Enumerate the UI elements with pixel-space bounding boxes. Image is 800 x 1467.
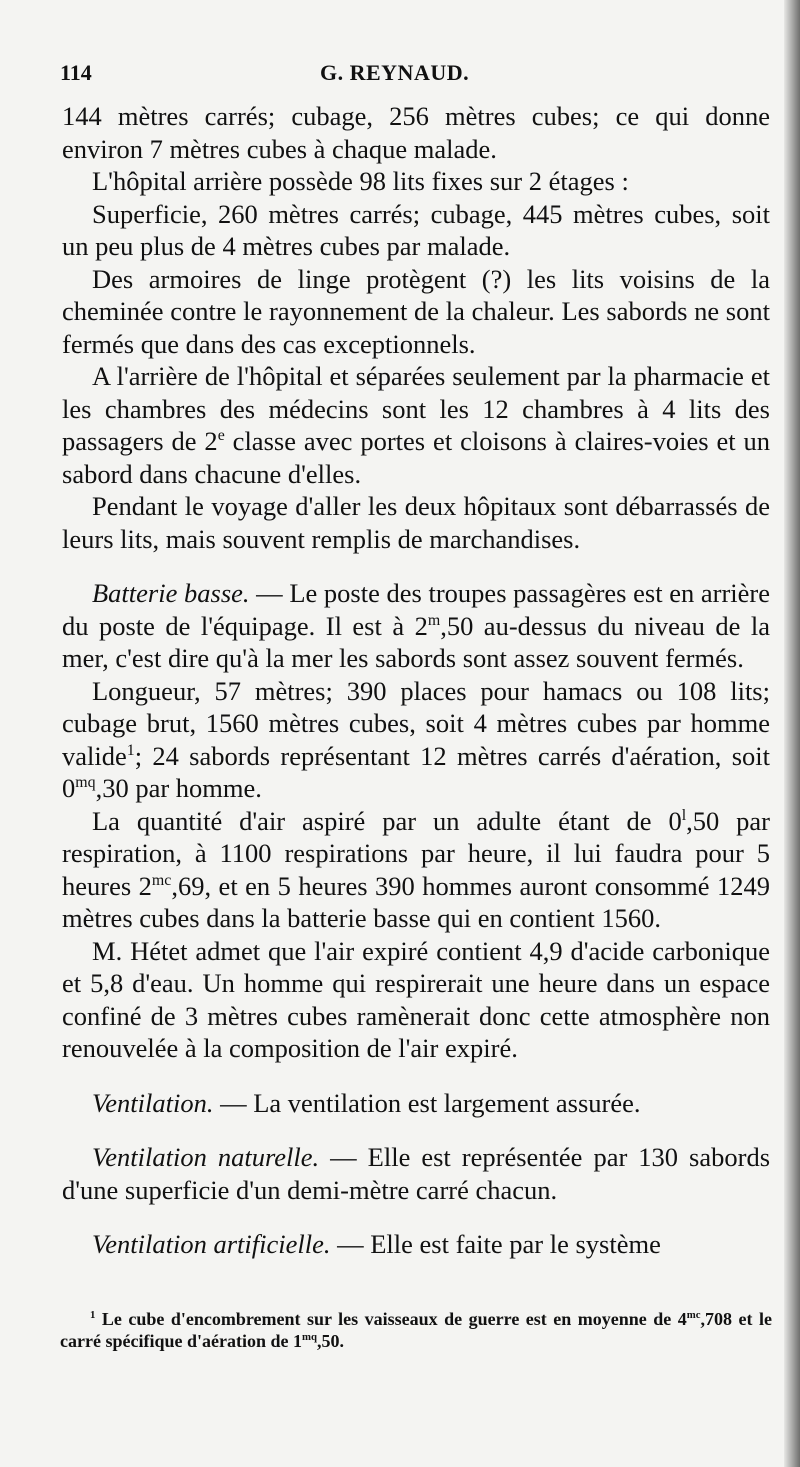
section-heading-ventilation-artificielle: Ventilation artificielle. (92, 1229, 331, 1259)
paragraph-chambres-passagers: A l'arrière de l'hôpital et séparées seulement par la pharmacie et les chambres des médecins sont les 12 chambres à 4 lits des passagers de 2e classe avec portes et cloisons à claires-voies et un sabord dans chacune d'elles. (62, 361, 771, 489)
footnote-1: $^1$ Le cube d'encombrement sur les vaisseaux de guerre est en moyenne de $4^{mc},708$ et le carré spécifique d'aération de $1^{mq},50$. (60, 1309, 773, 1351)
footnote-reference: 1 (126, 741, 135, 759)
paragraph-ventilation-naturelle: Ventilation naturelle. — Elle est représentée par 130 sabords d'une superficie d'un demi-mètre carré chacun. (62, 1142, 771, 1205)
paragraph-superficie: Superficie, 260 mètres carrés; cubage, 445 mètres cubes, soit un peu plus de 4 mètres cubes par malade. (62, 198, 770, 261)
footnote-marker: 1 (90, 1309, 96, 1321)
footnotes (60, 1308, 772, 1352)
paragraph-ventilation: Ventilation. — La ventilation est largement assurée. (92, 1087, 641, 1118)
paragraph-ventilation-artificielle: Ventilation artificielle. — Elle est faite par le système (92, 1229, 661, 1259)
paragraph-quantite-air: La quantité d'air aspiré par un adulte étant de 0$^l$,50 par respiration, à 1100 respirations par heure, il lui faudra pour 5 heures $2^{mc},69$, et en 5 heures 390 hommes auront consommé 1249 mètres cubes dans la batterie basse qui en contient 1560. (62, 805, 771, 933)
section-heading-batterie-basse: Batterie basse. (92, 578, 250, 608)
paragraph-voyage-aller: Pendant le voyage d'aller les deux hôpitaux sont débarrassés de leurs lits, mais souvent remplis de marchandises. (62, 491, 770, 554)
paragraph-hopital-arriere: L'hôpital arrière possède 98 lits fixes sur 2 étages : (92, 166, 629, 196)
page-header (60, 60, 770, 94)
paragraph-longueur: Longueur, 57 mètres; 390 places pour hamacs ou 108 lits; cubage brut, 1560 mètres cubes, soit 4 mètres cubes par homme valide$^1$; 24 sabords représentant 12 mètres carrés d'aération, soit $0^{mq},30$ par homme. (62, 675, 770, 803)
paragraph-hetet: M. Hétet admet que l'air expiré contient 4,9 d'acide carbonique et 5,8 d'eau. Un homme qui respirerait une heure dans un espace confiné de 3 mètres cubes ramènerait donc cette atmosphère non renouvelée à la composition de l'air expiré. (62, 935, 770, 1063)
paragraph-cubage-continuation: 144 mètres carrés; cubage, 256 mètres cubes; ce qui donne environ 7 mètres cubes à chaque malade. (62, 101, 770, 164)
page-edge-shadow (784, 0, 800, 1467)
section-heading-ventilation: Ventilation. (92, 1087, 214, 1118)
page-number: 114 (60, 60, 92, 85)
body-text (62, 100, 770, 1261)
section-heading-ventilation-naturelle: Ventilation naturelle. (92, 1142, 320, 1172)
running-head: G. REYNAUD. (320, 60, 470, 85)
paragraph-armoires: Des armoires de linge protègent (?) les lits voisins de la cheminée contre le rayonnement de la chaleur. Les sabords ne sont fermés que dans des cas exceptionnels. (62, 263, 770, 359)
paragraph-batterie-basse: Batterie basse. — Le poste des troupes passagères est en arrière du poste de l'équipage. Il est à 2$^m$,50 au-dessus du niveau de la mer, c'est dire qu'à la mer les sabords sont assez souvent fermés. (62, 578, 771, 673)
